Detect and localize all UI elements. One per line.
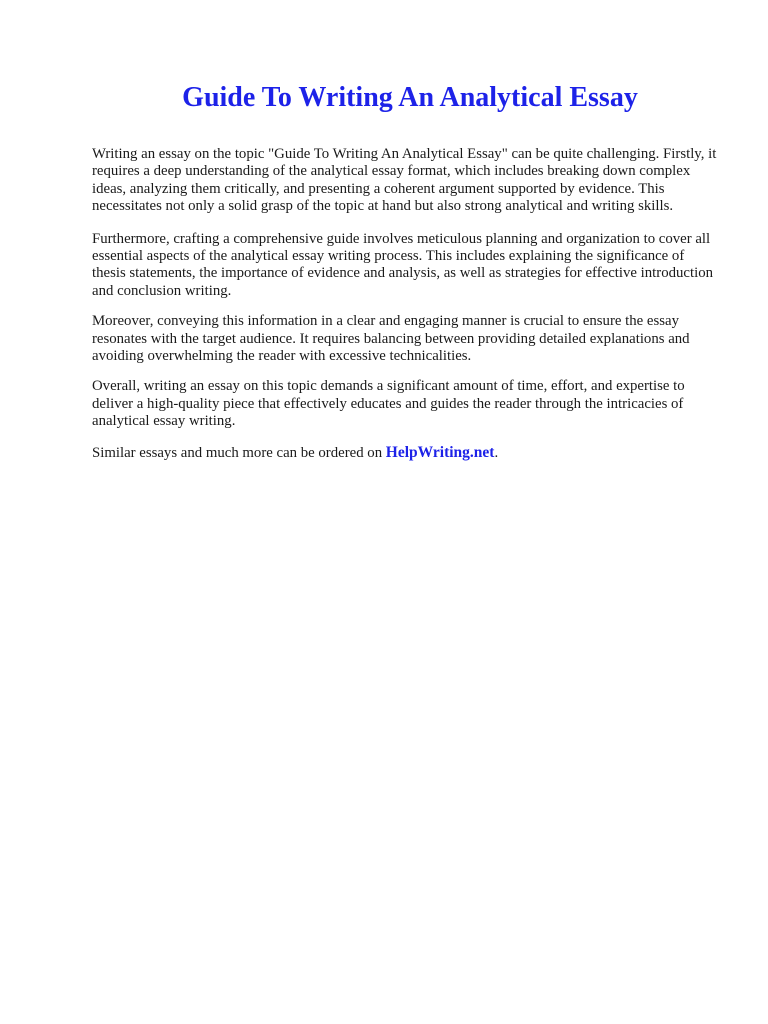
document-body xyxy=(92,146,718,475)
paragraph-1: Writing an essay on the topic "Guide To Writing An Analytical Essay" can be quite challenging. Firstly, it requires a deep understanding of the analytical essay format, which includes breaking down complex ideas, analyzing them critically, and presenting a coherent argument supported by evidence. This necessitates not only a solid grasp of the topic at hand but also strong analytical and writing skills. xyxy=(92,146,717,215)
helpwriting-link[interactable]: HelpWriting.net xyxy=(385,443,495,461)
order-line-suffix: . xyxy=(494,444,499,461)
paragraph-4: Overall, writing an essay on this topic demands a significant amount of time, effort, and expertise to deliver a high-quality piece that effectively educates and guides the reader through the intricacies of analytical essay writing. xyxy=(92,378,685,430)
order-line-prefix: Similar essays and much more can be ordered on xyxy=(92,444,386,461)
paragraph-2: Furthermore, crafting a comprehensive guide involves meticulous planning and organization to cover all essential aspects of the analytical essay writing process. This includes explaining the significance of thesis statements, the importance of evidence and analysis, as well as strategies for effective introduction and conclusion writing. xyxy=(92,230,713,299)
order-line xyxy=(92,444,718,462)
document-title: Guide To Writing An Analytical Essay xyxy=(182,82,638,113)
paragraph-3: Moreover, conveying this information in a clear and engaging manner is crucial to ensure the essay resonates with the target audience. It requires balancing between providing detailed explanations and avoiding overwhelming the reader with excessive technicalities. xyxy=(92,313,690,365)
